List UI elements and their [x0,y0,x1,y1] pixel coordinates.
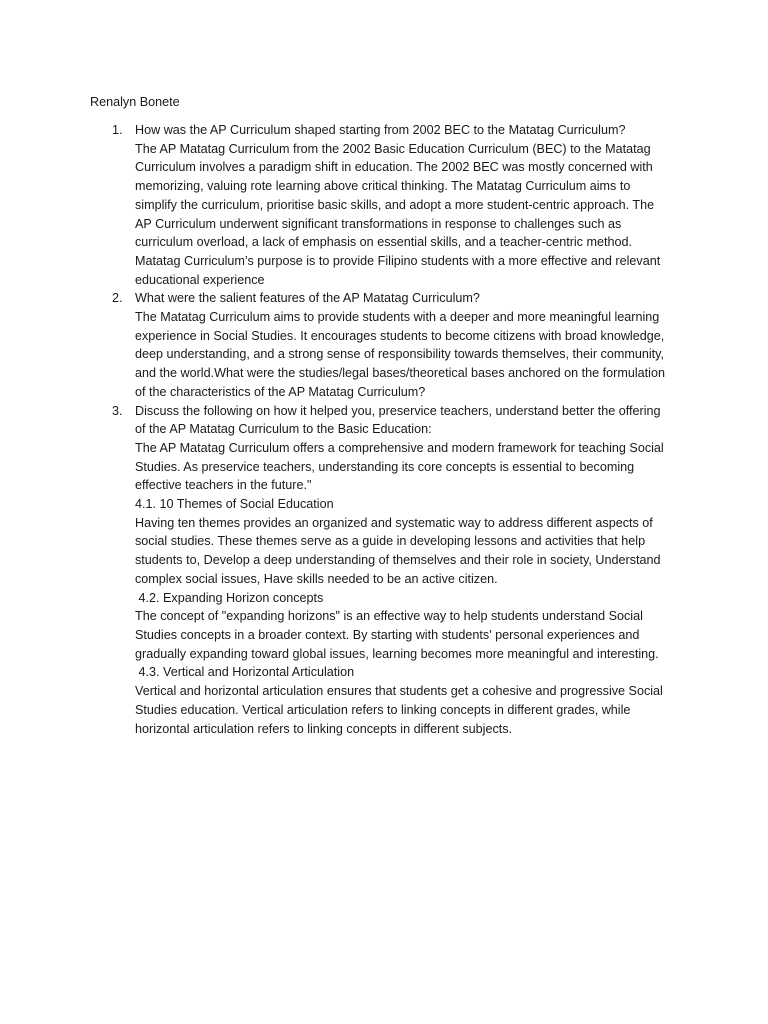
text-line: complex social issues, Have skills needed to be an active citizen. [135,571,498,586]
text-line: horizontal articulation refers to linking concepts in different subjects. [135,721,513,736]
text-line: simplify the curriculum, prioritise basic skills, and adopt a more student-centric approach. The [135,197,655,212]
numbered-list [0,121,768,738]
text-line: The AP Matatag Curriculum offers a comprehensive and modern framework for teaching Social [135,440,664,455]
text-line: AP Curriculum underwent significant transformations in response to challenges such as [135,216,622,231]
text-line: students to, Develop a deep understanding of themselves and their role in society, Understand [135,553,661,568]
item-body [135,121,683,289]
list-item-3 [0,402,768,739]
text-line: Studies education. Vertical articulation refers to linking concepts in different grades, while [135,702,631,717]
text-line: Studies concepts in a broader context. By starting with students' personal experiences and [135,627,640,642]
text-line: experience in Social Studies. It encourages students to become citizens with broad knowledge, [135,328,665,343]
text-line: The Matatag Curriculum aims to provide students with a deeper and more meaningful learning [135,310,660,325]
text-line: of the AP Matatag Curriculum to the Basic Education: [135,422,432,437]
item-body [135,402,683,739]
text-line: curriculum overload, a lack of emphasis on essential skills, and a teacher-centric method. [135,235,632,250]
text-line: The AP Matatag Curriculum from the 2002 Basic Education Curriculum (BEC) to the Matatag [135,141,651,156]
item-body [135,289,683,401]
subheading-expanding-horizon: 4.2. Expanding Horizon concepts [135,590,324,605]
subheading-articulation: 4.3. Vertical and Horizontal Articulation [135,665,355,680]
text-line: Vertical and horizontal articulation ensures that students get a cohesive and progressive Social [135,684,663,699]
text-line: educational experience [135,272,265,287]
item-number: 1. [112,123,123,137]
text-line: gradually expanding toward global issues, learning becomes more meaningful and interesting. [135,646,659,661]
text-line: deep understanding, and a strong sense of responsibility towards themselves, their community, [135,347,664,362]
text-line: memorizing, valuing rote learning above critical thinking. The Matatag Curriculum aims to [135,179,631,194]
text-line: Discuss the following on how it helped you, preservice teachers, understand better the offering [135,403,661,418]
list-item-2 [0,289,768,401]
text-line: social studies. These themes serve as a guide in developing lessons and activities that help [135,534,646,549]
text-line: What were the salient features of the AP Matatag Curriculum? [135,291,480,306]
text-line: Matatag Curriculum’s purpose is to provide Filipino students with a more effective and relevant [135,253,661,268]
subheading-themes: 4.1. 10 Themes of Social Education [135,497,334,512]
text-line: How was the AP Curriculum shaped starting from 2002 BEC to the Matatag Curriculum? [135,123,626,137]
text-line: The concept of "expanding horizons" is an effective way to help students understand Social [135,609,643,624]
text-line: Having ten themes provides an organized and systematic way to address different aspects of [135,515,653,530]
text-line: Curriculum involves a paradigm shift in education. The 2002 BEC was mostly concerned with [135,160,653,175]
text-line: Studies. As preservice teachers, understanding its core concepts is essential to becoming [135,459,635,474]
item-number: 2. [112,291,123,306]
item-number: 3. [112,403,123,418]
list-item-1 [0,121,768,289]
text-line: and the world.What were the studies/legal bases/theoretical bases anchored on the formulation [135,366,665,381]
text-line: effective teachers in the future." [135,478,312,493]
author-name: Renalyn Bonete [90,95,180,109]
text-line: of the characteristics of the AP Matatag Curriculum? [135,384,426,399]
